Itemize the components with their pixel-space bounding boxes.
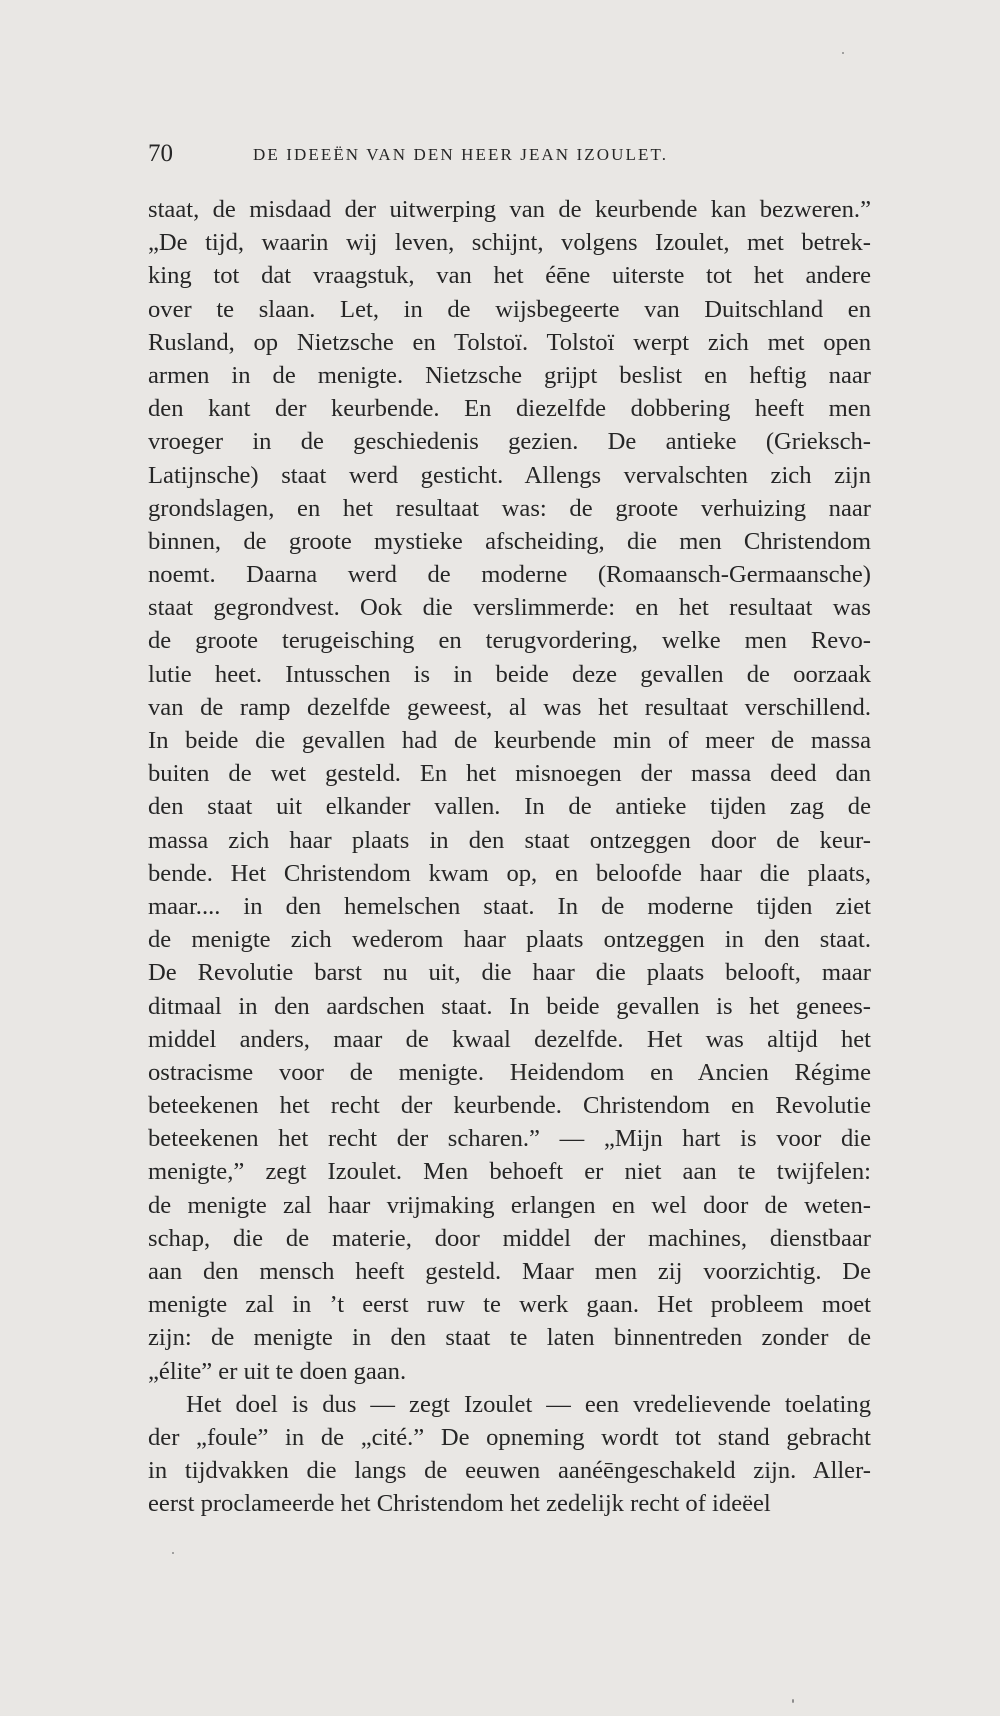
text-line: „élite” er uit te doen gaan. — [148, 1357, 407, 1385]
text-line: grondslagen, en het resultaat was: de groote verhuizing naar — [148, 494, 871, 522]
text-line: bende. Het Christendom kwam op, en beloofde haar die plaats, — [148, 859, 871, 887]
text-line: middel anders, maar de kwaal dezelfde. Het was altijd het — [148, 1025, 871, 1053]
text-line: De Revolutie barst nu uit, die haar die plaats belooft, maar — [148, 959, 871, 987]
running-title: DE IDEEËN VAN DEN HEER JEAN IZOULET. — [253, 145, 669, 164]
text-line: over te slaan. Let, in de wijsbegeerte van Duitschland en — [148, 295, 871, 323]
text-line: ostracisme voor de menigte. Heidendom en Ancien Régime — [148, 1058, 871, 1086]
text-line: beteekenen het recht der keurbende. Christendom en Revolutie — [148, 1092, 871, 1120]
text-line: Latijnsche) staat werd gesticht. Allengs vervalschten zich zijn — [148, 461, 871, 489]
text-line: noemt. Daarna werd de moderne (Romaansch-Germaansche) — [148, 561, 871, 589]
text-line: maar.... in den hemelschen staat. In de moderne tijden ziet — [148, 892, 871, 920]
paper-speck — [842, 52, 844, 54]
text-line: menigte,” zegt Izoulet. Men behoeft er niet aan te twijfelen: — [148, 1158, 871, 1186]
text-line: ditmaal in den aardschen staat. In beide gevallen is het genees- — [148, 992, 871, 1020]
text-line: de groote terugeisching en terugvordering, welke men Revo- — [148, 627, 871, 655]
text-line: Rusland, op Nietzsche en Tolstoï. Tolstoï werpt zich met open — [148, 328, 871, 356]
text-line: beteekenen het recht der scharen.” — „Mijn hart is voor die — [148, 1125, 871, 1153]
text-line: staat gegrondvest. Ook die verslimmerde: en het resultaat was — [148, 594, 871, 622]
text-line: de menigte zich wederom haar plaats ontzeggen in den staat. — [148, 926, 871, 954]
text-line: armen in de menigte. Nietzsche grijpt beslist en heftig naar — [148, 361, 871, 389]
text-line: lutie heet. Intusschen is in beide deze gevallen de oorzaak — [148, 660, 871, 688]
text-line: van de ramp dezelfde geweest, al was het resultaat verschillend. — [148, 693, 871, 721]
text-line: in tijdvakken die langs de eeuwen aanéēngeschakeld zijn. Aller- — [148, 1457, 871, 1485]
text-line: vroeger in de geschiedenis gezien. De antieke (Grieksch- — [148, 428, 871, 456]
text-line: massa zich haar plaats in den staat ontzeggen door de keur- — [148, 826, 871, 854]
text-line: menigte zal in ’t eerst ruw te werk gaan. Het probleem moet — [148, 1291, 871, 1319]
text-line: den staat uit elkander vallen. In de antieke tijden zag de — [148, 793, 871, 821]
text-line: king tot dat vraagstuk, van het éēne uiterste tot het andere — [148, 262, 871, 290]
body-text — [148, 193, 871, 1521]
running-header — [148, 138, 773, 176]
text-line: Het doel is dus — zegt Izoulet — een vredelievende toelating — [186, 1390, 871, 1418]
text-line: aan den mensch heeft gesteld. Maar men zij voorzichtig. De — [148, 1258, 871, 1285]
text-line: „De tijd, waarin wij leven, schijnt, volgens Izoulet, met betrek- — [148, 229, 871, 257]
paper-speck — [172, 1552, 174, 1554]
text-line: staat, de misdaad der uitwerping van de keurbende kan bezweren.” — [148, 196, 871, 223]
text-line: In beide die gevallen had de keurbende min of meer de massa — [148, 727, 871, 754]
text-line: schap, die de materie, door middel der machines, dienstbaar — [148, 1224, 871, 1252]
text-line: de menigte zal haar vrijmaking erlangen en wel door de weten- — [148, 1191, 871, 1219]
text-line: buiten de wet gesteld. En het misnoegen der massa deed dan — [148, 760, 871, 788]
text-line: den kant der keurbende. En diezelfde dobbering heeft men — [148, 395, 871, 423]
text-line: der „foule” in de „cité.” De opneming wordt tot stand gebracht — [148, 1423, 871, 1451]
text-line: zijn: de menigte in den staat te laten binnentreden zonder de — [148, 1324, 871, 1352]
text-line: binnen, de groote mystieke afscheiding, die men Christendom — [148, 527, 871, 555]
page-number: 70 — [148, 140, 173, 167]
text-line: eerst proclameerde het Christendom het zedelijk recht of ideëel — [148, 1490, 771, 1518]
paper-speck — [792, 1699, 794, 1703]
